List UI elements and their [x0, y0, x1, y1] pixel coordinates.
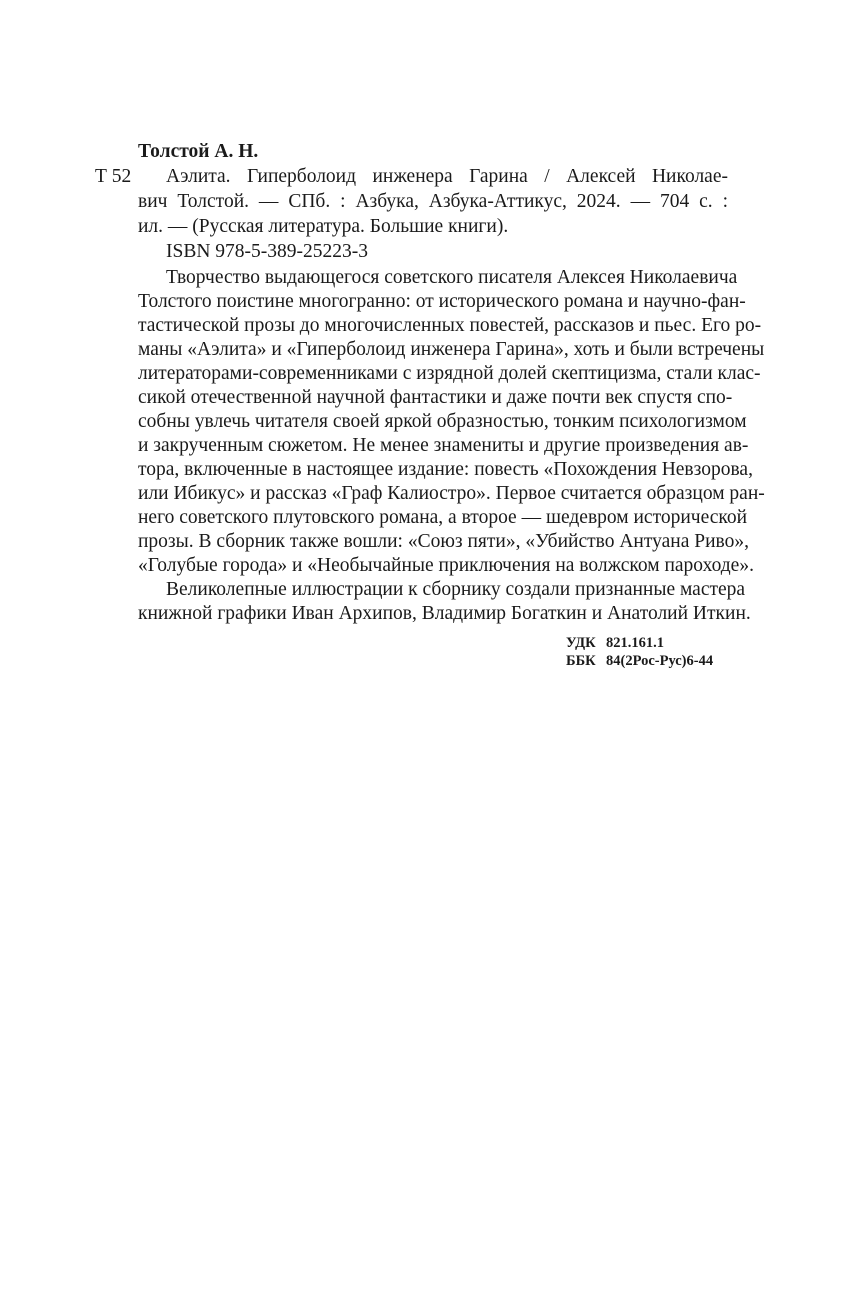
- bib-line-2: вич Толстой. — СПб. : Азбука, Азбука-Аттикус, 2024. — 704 с. :: [138, 191, 728, 212]
- annotation-line: «Голубые города» и «Необычайные приключения на волжском пароходе».: [138, 555, 754, 576]
- udk-value: 821.161.1: [606, 635, 664, 651]
- annotation-line: тастической прозы до многочисленных повестей, рассказов и пьес. Его ро-: [138, 315, 762, 336]
- annotation-line: Великолепные иллюстрации к сборнику создали признанные мастера: [166, 579, 746, 600]
- annotation-line: или Ибикус» и рассказ «Граф Калиостро». Первое считается образцом ран-: [138, 483, 765, 504]
- annotation-line: книжной графики Иван Архипов, Владимир Богаткин и Анатолий Иткин.: [138, 603, 751, 624]
- bbk-label: ББК: [566, 653, 596, 669]
- udk-label: УДК: [566, 635, 596, 651]
- annotation-line: прозы. В сборник также вошли: «Союз пяти», «Убийство Антуана Риво»,: [138, 531, 749, 552]
- bib-line-3: ил. — (Русская литература. Большие книги).: [138, 216, 509, 237]
- bib-line-1: Аэлита. Гиперболоид инженера Гарина / Алексей Николае-: [166, 166, 728, 187]
- bbk-index: [566, 652, 713, 670]
- annotation-line: тора, включенные в настоящее издание: повесть «Похождения Невзорова,: [138, 459, 753, 480]
- annotation-line: Творчество выдающегося советского писателя Алексея Николаевича: [166, 267, 738, 288]
- bbk-value: 84(2Рос-Рус)6-44: [606, 653, 714, 669]
- annotation-line: и закрученным сюжетом. Не менее знамениты и другие произведения ав-: [138, 435, 749, 456]
- annotation-line: него советского плутовского романа, а второе — шедевром исторической: [138, 507, 748, 528]
- isbn: ISBN 978-5-389-25223-3: [166, 241, 369, 262]
- udk-index: [566, 634, 664, 652]
- annotation-line: маны «Аэлита» и «Гиперболоид инженера Гарина», хоть и были встречены: [138, 339, 765, 360]
- annotation-line: литераторами-современниками с изрядной долей скептицизма, стали клас-: [138, 363, 761, 384]
- annotation-line: сикой отечественной научной фантастики и даже почти век спустя спо-: [138, 387, 733, 408]
- annotation-line: собны увлечь читателя своей яркой образностью, тонким психологизмом: [138, 411, 747, 432]
- author-name: Толстой А. Н.: [138, 141, 259, 162]
- author-mark-code: Т 52: [95, 166, 132, 187]
- annotation-line: Толстого поистине многогранно: от исторического романа и научно-фан-: [138, 291, 746, 312]
